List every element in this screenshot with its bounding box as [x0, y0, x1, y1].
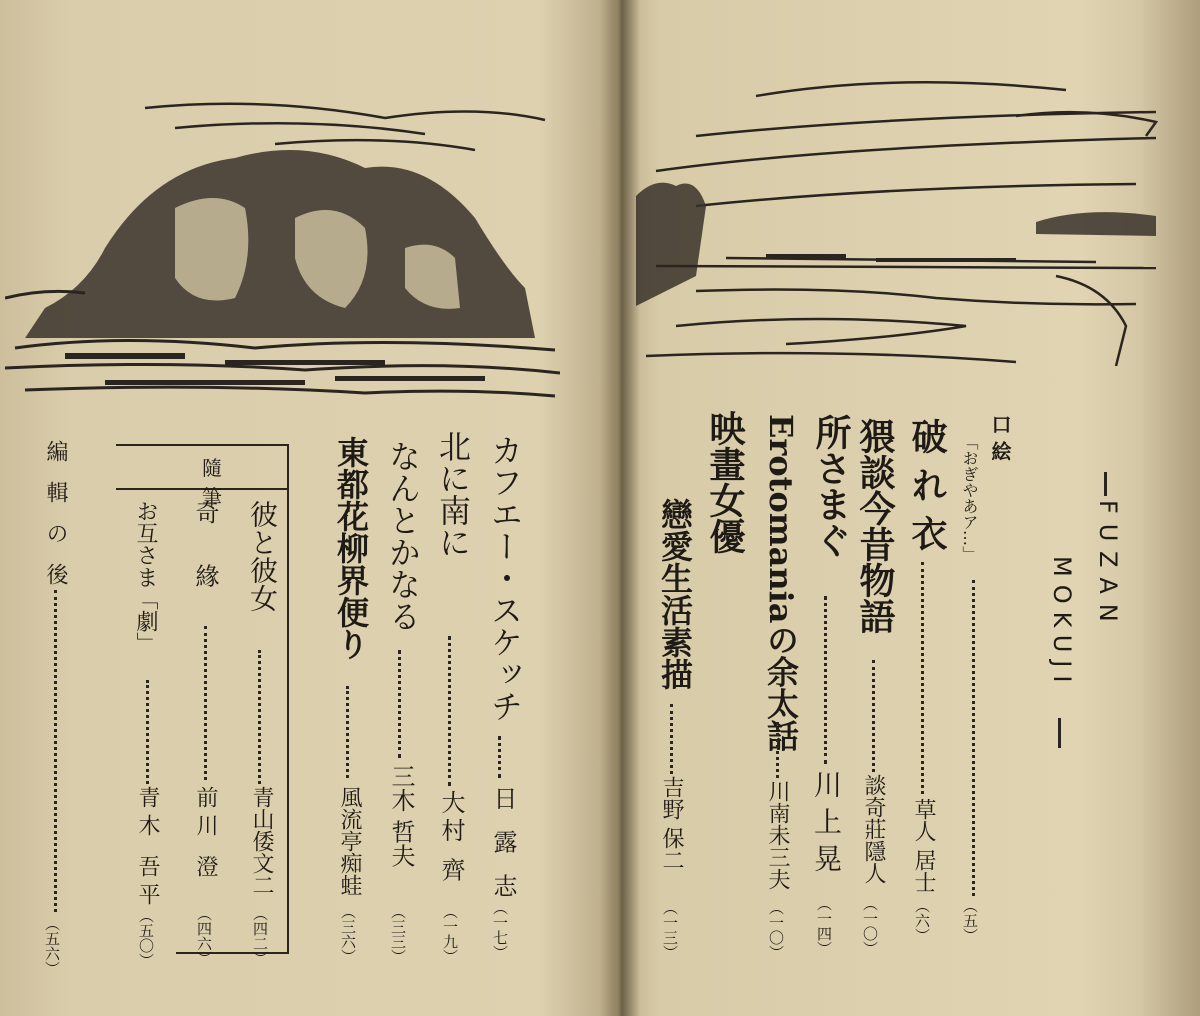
essay-box-bottom-rule [176, 952, 288, 954]
entry-author-tokoro: 川 上 晃 [810, 770, 843, 872]
entry-title-renai: 戀愛生活素描 [656, 498, 694, 690]
book-gutter-shadow [600, 0, 640, 1016]
afterword-title: 編 輯 の 後 [43, 440, 68, 591]
essay-title-kare-kanojo: 彼と彼女 [246, 500, 279, 612]
afterword-leader [54, 590, 57, 912]
entry-title-tokoro: 所さまぐ [810, 414, 852, 558]
entry-author-nantoka: 三木 哲夫 [387, 764, 415, 868]
essay-author-kien: 前川 澄 [193, 786, 218, 883]
entry-author-erotomania: 川南未三夫 [765, 780, 790, 890]
essay-box-top-rule [116, 444, 288, 446]
essay-box-right-rule [287, 444, 289, 954]
entry-author-kita-minami: 大村 齊 [437, 790, 465, 886]
frontispiece-title: 「おぎやあア…」 [960, 434, 979, 562]
contents-subtitle: MOKUJI [1048, 556, 1076, 691]
entry-author-renai: 吉野 保二 [659, 776, 684, 871]
essay-title-otagaisama: お互さま「劇」 [133, 500, 158, 654]
essay-page-otagaisama: （五〇） [137, 908, 155, 968]
essay-leader-kien [204, 626, 207, 780]
entry-title-toto-karyukai: 東都花柳界便り [332, 436, 370, 660]
series-title: FUZAN [1094, 500, 1122, 632]
essay-author-otagaisama: 青木 吾平 [135, 786, 160, 911]
entry-title-cafe-sketch: カフエー・スケッチ [486, 434, 524, 722]
entry-page-waidan: （一〇） [861, 896, 879, 956]
entry-title-nantoka: なんとかなる [384, 440, 422, 632]
frontispiece-leader [972, 580, 975, 896]
entry-page-erotomania: （一〇） [767, 900, 785, 960]
essay-author-kare-kanojo: 青山倭文二 [249, 786, 274, 896]
entry-leader-toto-karyukai [346, 686, 349, 778]
entry-leader-kita-minami [448, 636, 451, 786]
entry-title-erotomania: Erotomaniaの余太話 [762, 414, 800, 752]
essay-page-kare-kanojo: （四二） [251, 906, 269, 966]
essay-page-kien: （四六） [195, 906, 213, 966]
entry-leader-waidan [872, 660, 875, 772]
left-landscape-illustration [5, 98, 560, 408]
entry-leader-tokoro [824, 596, 827, 764]
essay-heading: 隨 筆 [202, 456, 270, 509]
entry-page-renai: （一三） [661, 900, 679, 960]
entry-page-nantoka: （三三） [389, 904, 407, 964]
essay-title-kien: 奇 緣 [191, 500, 219, 604]
header-rule-bottom [1058, 718, 1061, 748]
header-rule-top [1104, 472, 1107, 496]
right-landscape-illustration [636, 76, 1171, 376]
entry-page-tokoro: （一四） [815, 896, 833, 956]
entry-author-waidan: 談奇莊隱人 [861, 774, 886, 884]
entry-title-yabure-goromo: 破 れ 衣 [906, 418, 948, 552]
afterword-page: （五六） [43, 916, 61, 976]
entry-page-kita-minami: （一九） [441, 904, 459, 964]
essay-leader-kare-kanojo [258, 650, 261, 784]
frontispiece-page: （五） [961, 898, 979, 943]
entry-leader-renai [670, 704, 673, 774]
entry-title-waidan: 猥談今昔物語 [854, 418, 896, 634]
essay-leader-otagaisama [146, 680, 149, 784]
entry-author-cafe-sketch: 日 露 志 [489, 786, 517, 904]
page-edge-shadow [1140, 0, 1200, 1016]
entry-leader-yabure-goromo [921, 562, 924, 794]
frontispiece-label: 口 絵 [988, 414, 1012, 461]
entry-author-toto-karyukai: 風流亭痴蛙 [337, 786, 362, 896]
entry-leader-cafe-sketch [498, 736, 501, 778]
entry-title-eiga-joyu: 映畫女優 [704, 410, 746, 554]
entry-leader-erotomania [776, 722, 779, 778]
entry-author-yabure-goromo: 草人 居士 [911, 798, 936, 893]
entry-leader-nantoka [398, 650, 401, 758]
entry-page-yabure-goromo: （六） [913, 898, 931, 943]
entry-page-toto-karyukai: （三六） [339, 904, 357, 964]
entry-title-kita-minami: 北に南に [434, 430, 472, 558]
entry-page-cafe-sketch: （一七） [491, 900, 509, 960]
